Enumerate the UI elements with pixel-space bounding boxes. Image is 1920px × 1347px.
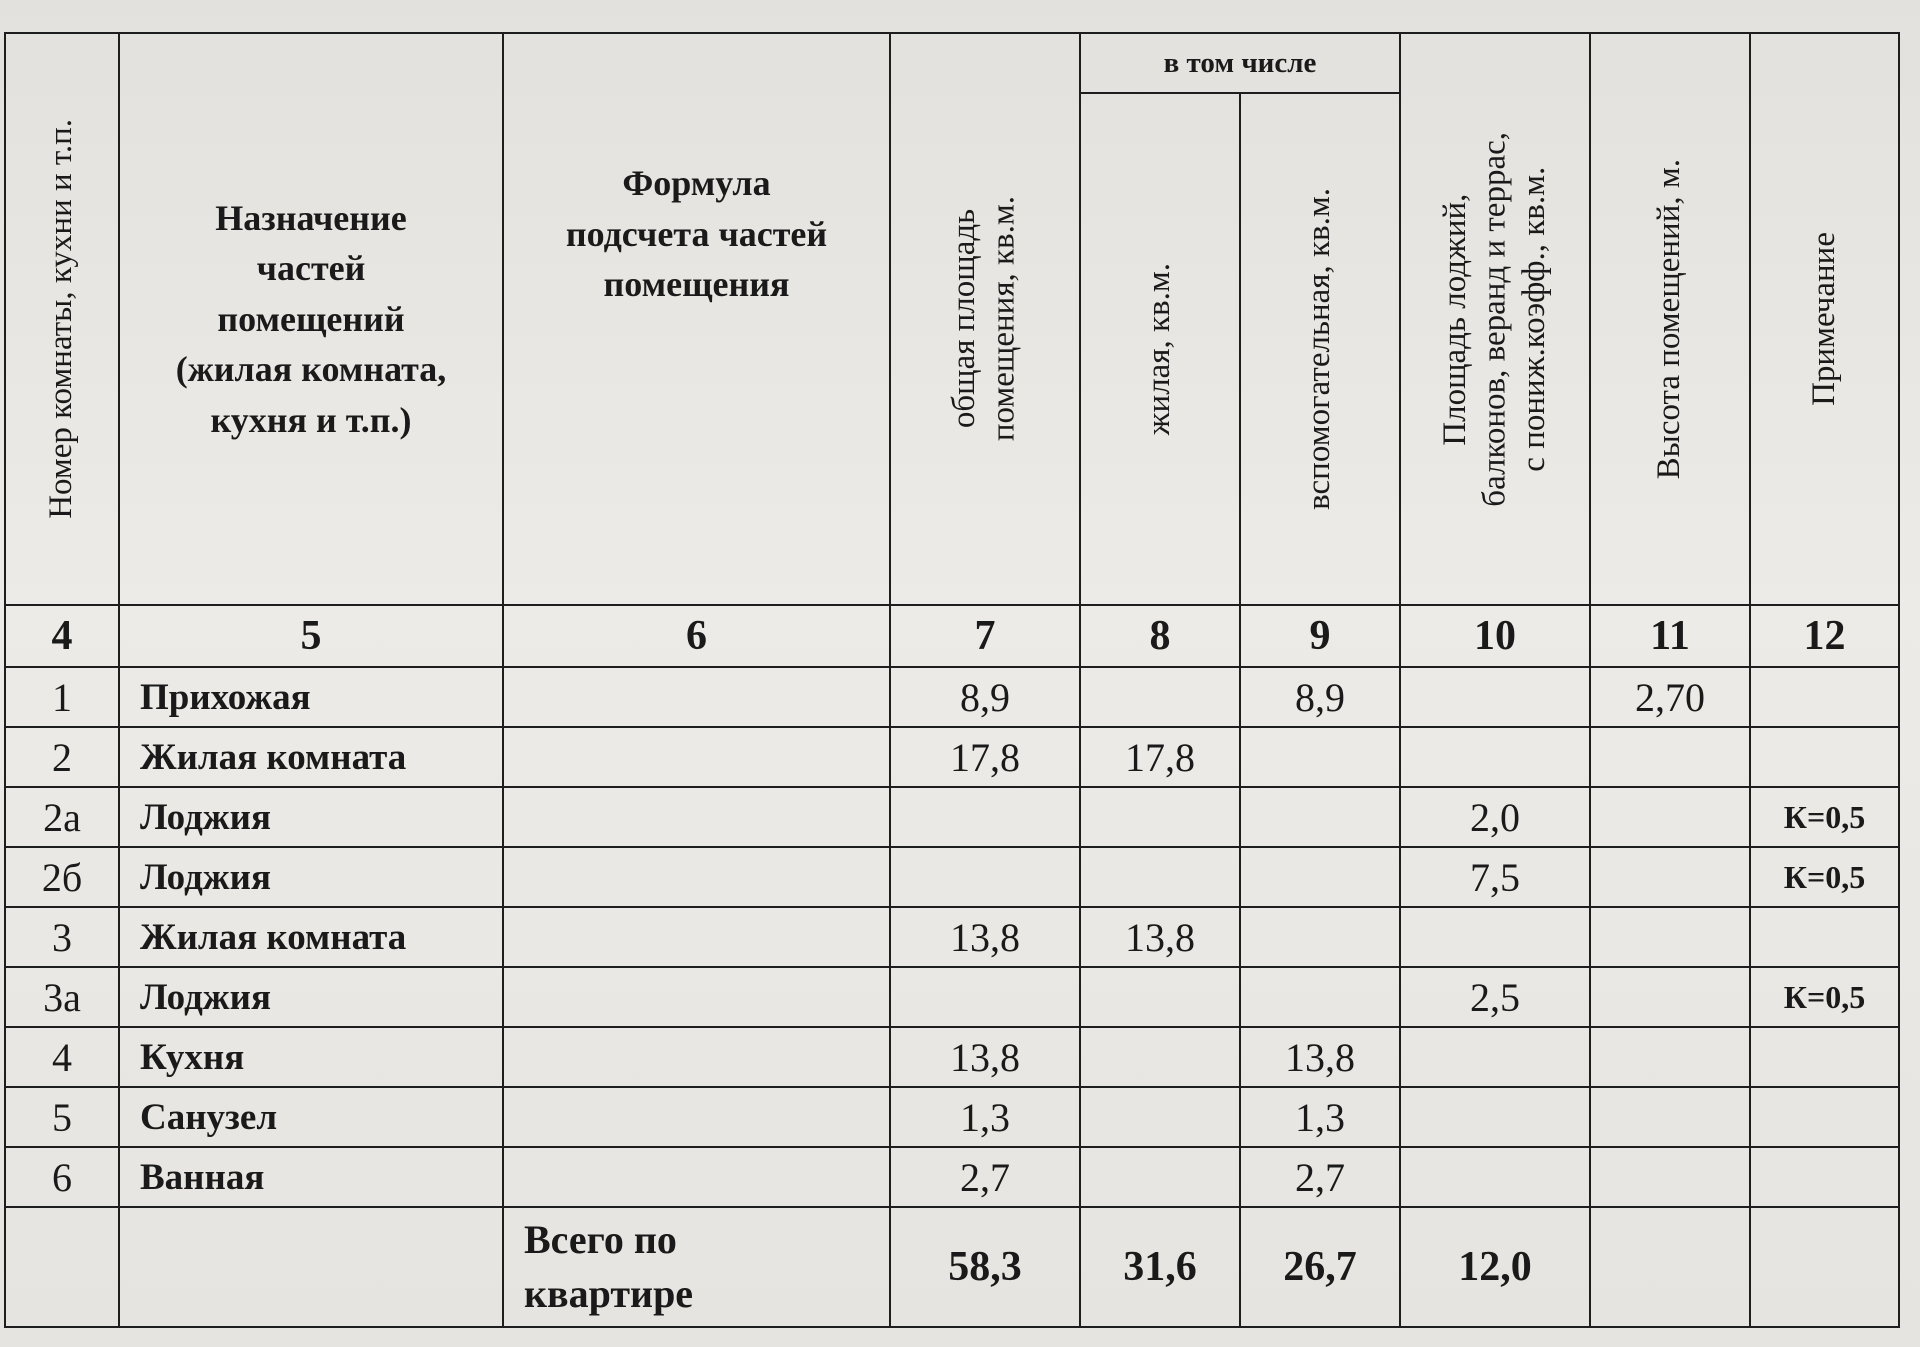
- loggia-area: [1400, 907, 1590, 967]
- room-height: [1590, 967, 1750, 1027]
- column-number: 8: [1080, 605, 1240, 667]
- loggia-area: 2,5: [1400, 967, 1590, 1027]
- totals-row: [5, 1207, 1899, 1327]
- header-room-number: Номер комнаты, кухни и т.п.: [5, 33, 119, 605]
- aux-area: [1240, 847, 1400, 907]
- header-including-group: в том числе: [1080, 33, 1400, 93]
- room-formula: [503, 667, 890, 727]
- room-purpose: Лоджия: [119, 847, 503, 907]
- aux-area: [1240, 907, 1400, 967]
- header-total-area: общая площадь помещения, кв.м.: [890, 33, 1080, 605]
- room-number: 5: [5, 1087, 119, 1147]
- room-formula: [503, 1147, 890, 1207]
- table-row: [5, 1147, 1899, 1207]
- aux-area: 2,7: [1240, 1147, 1400, 1207]
- table-row: [5, 847, 1899, 907]
- room-purpose: Ванная: [119, 1147, 503, 1207]
- header-loggia-area: Площадь лоджий, балконов, веранд и террас, с пониж.коэфф., кв.м.: [1400, 33, 1590, 605]
- loggia-area: 7,5: [1400, 847, 1590, 907]
- room-height: [1590, 907, 1750, 967]
- room-height: [1590, 847, 1750, 907]
- room-note: К=0,5: [1750, 967, 1899, 1027]
- loggia-area: [1400, 1147, 1590, 1207]
- room-purpose: Лоджия: [119, 787, 503, 847]
- living-area: [1080, 667, 1240, 727]
- room-number: 2: [5, 727, 119, 787]
- column-number-row: [5, 605, 1899, 667]
- room-number: 4: [5, 1027, 119, 1087]
- table-row: [5, 727, 1899, 787]
- room-height: [1590, 787, 1750, 847]
- totals-empty-cell: [119, 1207, 503, 1327]
- total-area: [890, 787, 1080, 847]
- room-purpose: Кухня: [119, 1027, 503, 1087]
- table-row: [5, 1087, 1899, 1147]
- room-purpose: Санузел: [119, 1087, 503, 1147]
- room-purpose: Лоджия: [119, 967, 503, 1027]
- totals-aux-area: 26,7: [1240, 1207, 1400, 1327]
- total-area: 8,9: [890, 667, 1080, 727]
- column-number: 11: [1590, 605, 1750, 667]
- room-formula: [503, 787, 890, 847]
- room-height: [1590, 1147, 1750, 1207]
- room-formula: [503, 1027, 890, 1087]
- room-formula: [503, 1087, 890, 1147]
- loggia-area: [1400, 667, 1590, 727]
- total-area: 13,8: [890, 1027, 1080, 1087]
- loggia-area: [1400, 1027, 1590, 1087]
- room-note: [1750, 667, 1899, 727]
- room-note: К=0,5: [1750, 847, 1899, 907]
- room-note: К=0,5: [1750, 787, 1899, 847]
- living-area: [1080, 1027, 1240, 1087]
- header-room-purpose: Назначение частей помещений (жилая комната, кухня и т.п.): [119, 33, 503, 605]
- totals-empty-cell: [5, 1207, 119, 1327]
- room-number: 3: [5, 907, 119, 967]
- aux-area: 1,3: [1240, 1087, 1400, 1147]
- living-area: 17,8: [1080, 727, 1240, 787]
- room-purpose: Жилая комната: [119, 727, 503, 787]
- room-number: 1: [5, 667, 119, 727]
- column-number: 6: [503, 605, 890, 667]
- room-formula: [503, 727, 890, 787]
- living-area: [1080, 1147, 1240, 1207]
- column-number: 7: [890, 605, 1080, 667]
- room-number: 2а: [5, 787, 119, 847]
- header-aux-area: вспомогательная, кв.м.: [1240, 93, 1400, 605]
- totals-living-area: 31,6: [1080, 1207, 1240, 1327]
- loggia-area: [1400, 727, 1590, 787]
- header-living-area: жилая, кв.м.: [1080, 93, 1240, 605]
- totals-empty-cell: [1750, 1207, 1899, 1327]
- total-area: 1,3: [890, 1087, 1080, 1147]
- totals-total-area: 58,3: [890, 1207, 1080, 1327]
- aux-area: 8,9: [1240, 667, 1400, 727]
- living-area: [1080, 787, 1240, 847]
- explication-table: [4, 32, 1900, 1328]
- room-number: 2б: [5, 847, 119, 907]
- aux-area: [1240, 727, 1400, 787]
- header-row-top: [5, 33, 1899, 93]
- loggia-area: 2,0: [1400, 787, 1590, 847]
- total-area: [890, 847, 1080, 907]
- column-number: 5: [119, 605, 503, 667]
- aux-area: 13,8: [1240, 1027, 1400, 1087]
- room-note: [1750, 727, 1899, 787]
- table-row: [5, 667, 1899, 727]
- total-area: 13,8: [890, 907, 1080, 967]
- header-formula: Формула подсчета частей помещения: [503, 33, 890, 605]
- room-formula: [503, 847, 890, 907]
- table-row: [5, 787, 1899, 847]
- total-area: [890, 967, 1080, 1027]
- living-area: [1080, 847, 1240, 907]
- room-note: [1750, 907, 1899, 967]
- room-height: [1590, 727, 1750, 787]
- loggia-area: [1400, 1087, 1590, 1147]
- header-note: Примечание: [1750, 33, 1899, 605]
- room-height: 2,70: [1590, 667, 1750, 727]
- room-height: [1590, 1087, 1750, 1147]
- living-area: [1080, 1087, 1240, 1147]
- column-number: 12: [1750, 605, 1899, 667]
- table-row: [5, 967, 1899, 1027]
- table-row: [5, 907, 1899, 967]
- room-formula: [503, 907, 890, 967]
- totals-empty-cell: [1590, 1207, 1750, 1327]
- room-purpose: Прихожая: [119, 667, 503, 727]
- column-number: 10: [1400, 605, 1590, 667]
- column-number: 9: [1240, 605, 1400, 667]
- room-height: [1590, 1027, 1750, 1087]
- column-number: 4: [5, 605, 119, 667]
- header-room-height: Высота помещений, м.: [1590, 33, 1750, 605]
- room-note: [1750, 1147, 1899, 1207]
- room-note: [1750, 1087, 1899, 1147]
- total-area: 17,8: [890, 727, 1080, 787]
- living-area: [1080, 967, 1240, 1027]
- room-number: 3а: [5, 967, 119, 1027]
- room-number: 6: [5, 1147, 119, 1207]
- totals-loggia-area: 12,0: [1400, 1207, 1590, 1327]
- room-note: [1750, 1027, 1899, 1087]
- total-area: 2,7: [890, 1147, 1080, 1207]
- room-purpose: Жилая комната: [119, 907, 503, 967]
- table-row: [5, 1027, 1899, 1087]
- living-area: 13,8: [1080, 907, 1240, 967]
- aux-area: [1240, 787, 1400, 847]
- room-formula: [503, 967, 890, 1027]
- totals-label: Всего по квартире: [503, 1207, 890, 1327]
- aux-area: [1240, 967, 1400, 1027]
